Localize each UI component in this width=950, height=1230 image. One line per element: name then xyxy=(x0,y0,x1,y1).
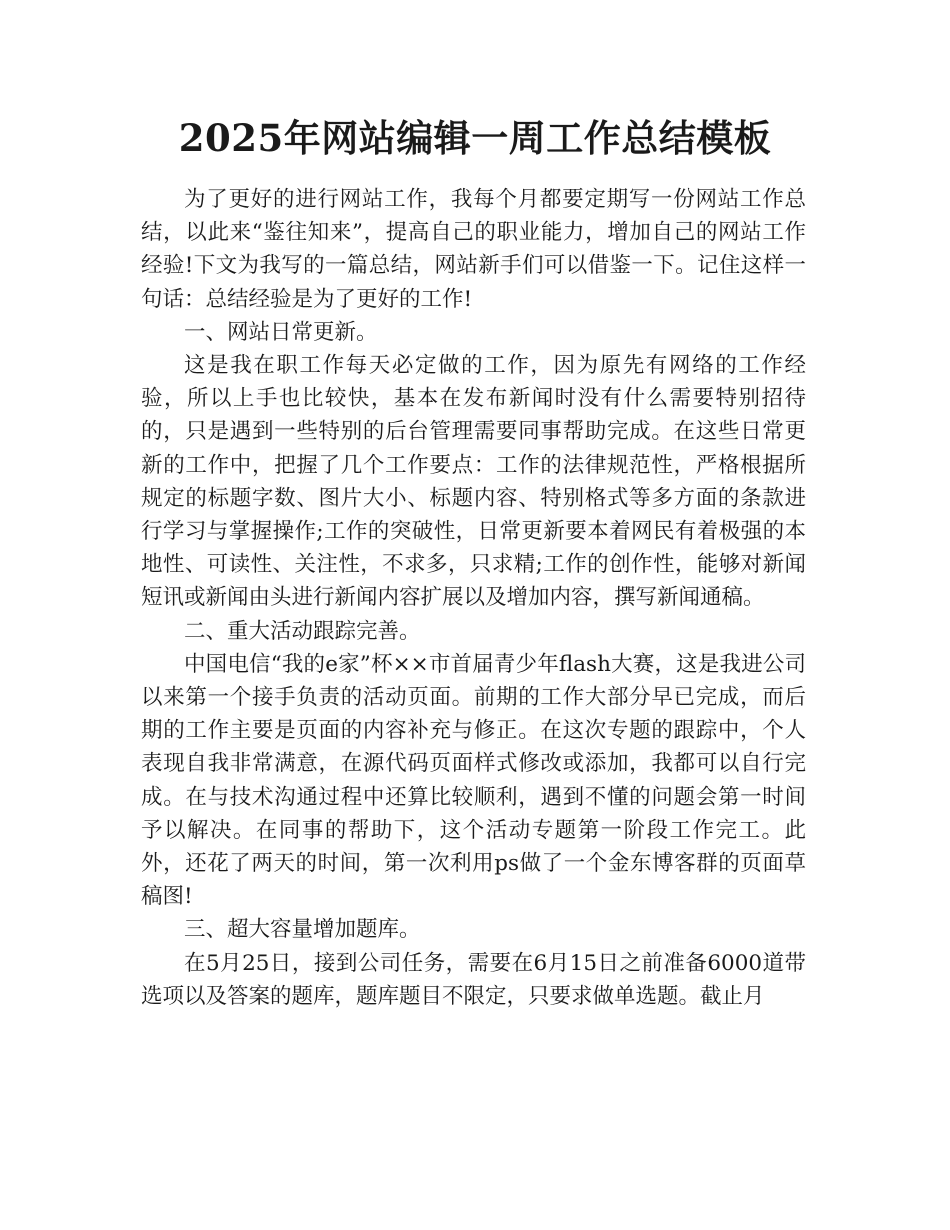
document-title: 2025年网站编辑一周工作总结模板 xyxy=(178,116,772,160)
section-heading-major-events: 二、重大活动跟踪完善。 xyxy=(184,618,421,644)
intro-paragraph: 为了更好的进行网站工作，我每个月都要定期写一份网站工作总结，以此来“鉴往知来”，提高自己的职业能力，增加自己的网站工作经验!下文为我写的一篇总结，网站新手们可以借鉴一下。记住这样一句话：总结经验是为了更好的工作! xyxy=(141,187,806,312)
major-events-paragraph: 中国电信“我的e家”杯××市首届青少年flash大赛，这是我进公司以来第一个接手负责的活动页面。前期的工作大部分早已完成，而后期的工作主要是页面的内容补充与修正。在这次专题的跟踪中，个人表现自我非常满意，在源代码页面样式修改或添加，我都可以自行完成。在与技术沟通过程中还算比较顺利，遇到不懂的问题会第一时间予以解决。在同事的帮助下，这个活动专题第一阶段工作完工。此外，还花了两天的时间，第一次利用ps做了一个金东博客群的页面草稿图! xyxy=(141,651,806,910)
section-heading-daily-update: 一、网站日常更新。 xyxy=(184,319,378,345)
question-bank-paragraph: 在5月25日，接到公司任务，需要在6月15日之前准备6000道带选项以及答案的题库，题库题目不限定，只要求做单选题。截止月 xyxy=(141,950,806,1009)
section-heading-question-bank: 三、超大容量增加题库。 xyxy=(184,917,421,943)
daily-update-paragraph: 这是我在职工作每天必定做的工作，因为原先有网络的工作经验，所以上手也比较快，基本在发布新闻时没有什么需要特别招待的，只是遇到一些特别的后台管理需要同事帮助完成。在这些日常更新的工作中，把握了几个工作要点：工作的法律规范性，严格根据所规定的标题字数、图片大小、标题内容、特别格式等多方面的条款进行学习与掌握操作;工作的突破性，日常更新要本着网民有着极强的本地性、可读性、关注性，不求多，只求精;工作的创作性，能够对新闻短讯或新闻由头进行新闻内容扩展以及增加内容，撰写新闻通稿。 xyxy=(141,353,806,611)
document-body xyxy=(141,183,806,1013)
